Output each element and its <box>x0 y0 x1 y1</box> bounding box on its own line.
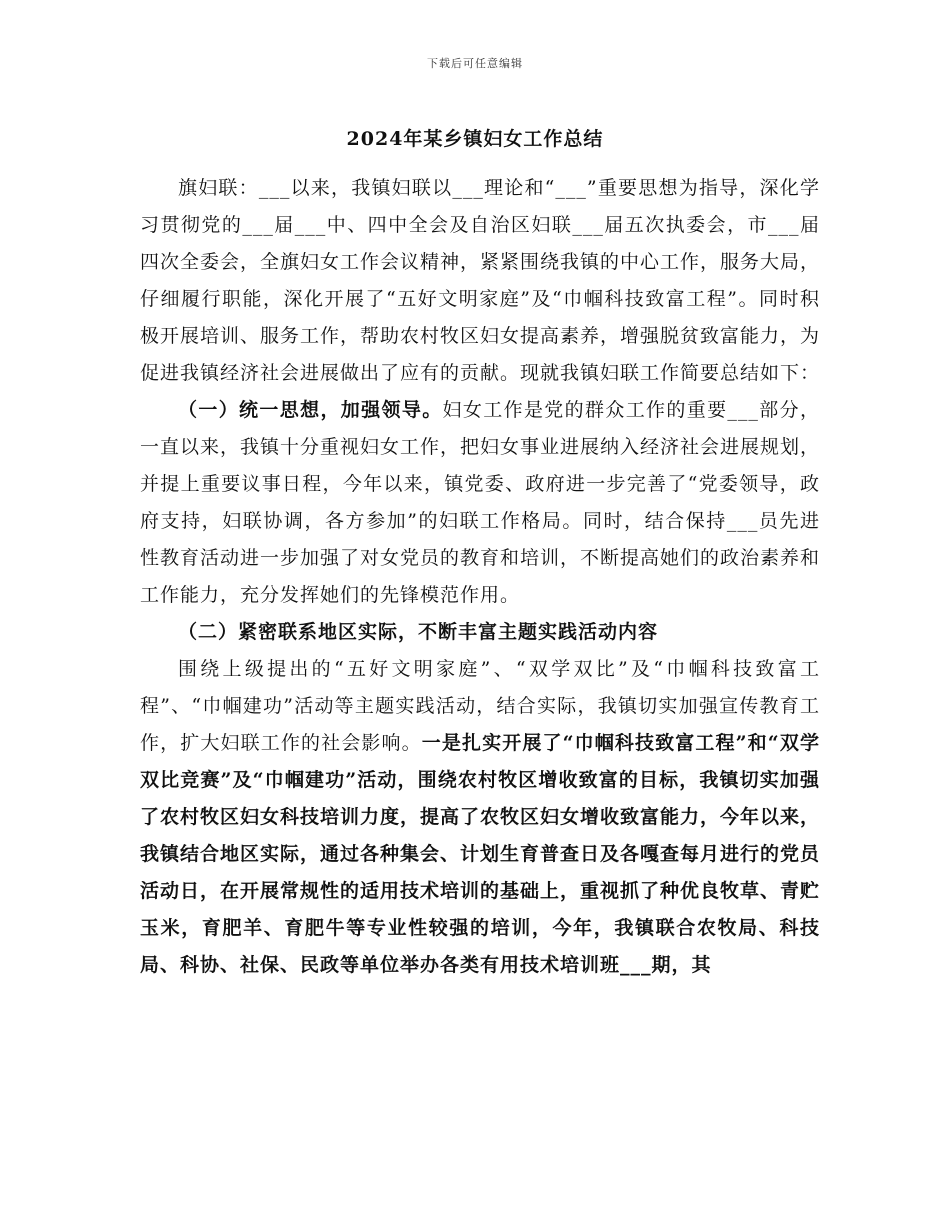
paragraph-section-1 <box>140 392 820 614</box>
section-1-body: 妇女工作是党的群众工作的重要___部分，一直以来，我镇十分重视妇女工作，把妇女事业进展纳入经济社会进展规划，并提上重要议事日程，今年以来，镇党委、政府进一步完善了“党委领导，政府支持，妇联协调，各方参加”的妇联工作格局。同时，结合保持___员先进性教育活动进一步加强了对女党员的教育和培训，不断提高她们的政治素养和工作能力，充分发挥她们的先锋模范作用。 <box>140 399 821 606</box>
paragraph-section-2 <box>140 651 820 984</box>
section-2-bold-text: 一是扎实开展了“巾帼科技致富工程”和“双学双比竞赛”及“巾帼建功”活动，围绕农村牧区增收致富的目标，我镇切实加强了农村牧区妇女科技培训力度，提高了农牧区妇女增收致富能力，今年以来，我镇结合地区实际，通过各种集会、计划生育普查日及各嘎查每月进行的党员活动日，在开展常规性的适用技术培训的基础上，重视抓了种优良牧草、青贮玉米，育肥羊、育肥牛等专业性较强的培训，今年，我镇联合农牧局、科技局、科协、社保、民政等单位举办各类有用技术培训班___期，其 <box>140 732 821 976</box>
header-note: 下载后可任意编辑 <box>427 57 523 70</box>
paragraph-intro: 旗妇联：___以来，我镇妇联以___理论和“___”重要思想为指导，深化学习贯彻党的___届___中、四中全会及自治区妇联___届五次执委会，市___届四次全委会，全旗妇女工作会议精神，紧紧围绕我镇的中心工作，服务大局，仔细履行职能，深化开展了“五好文明家庭”及“巾帼科技致富工程”。同时积极开展培训、服务工作，帮助农村牧区妇女提高素养，增强脱贫致富能力，为促进我镇经济社会进展做出了应有的贡献。现就我镇妇联工作简要总结如下： <box>140 177 821 384</box>
document-body <box>140 170 820 984</box>
section-2-body: 围绕上级提出的“五好文明家庭”、“双学双比”及“巾帼科技致富工程”、“巾帼建功”活动等主题实践活动，结合实际，我镇切实加强宣传教育工作，扩大妇联工作的社会影响。 <box>140 658 820 754</box>
section-1-heading: （一）统一思想，加强领导。 <box>178 399 443 421</box>
section-2-heading: （二）紧密联系地区实际，不断丰富主题实践活动内容 <box>178 621 659 643</box>
document-title: 2024年某乡镇妇女工作总结 <box>346 128 604 150</box>
